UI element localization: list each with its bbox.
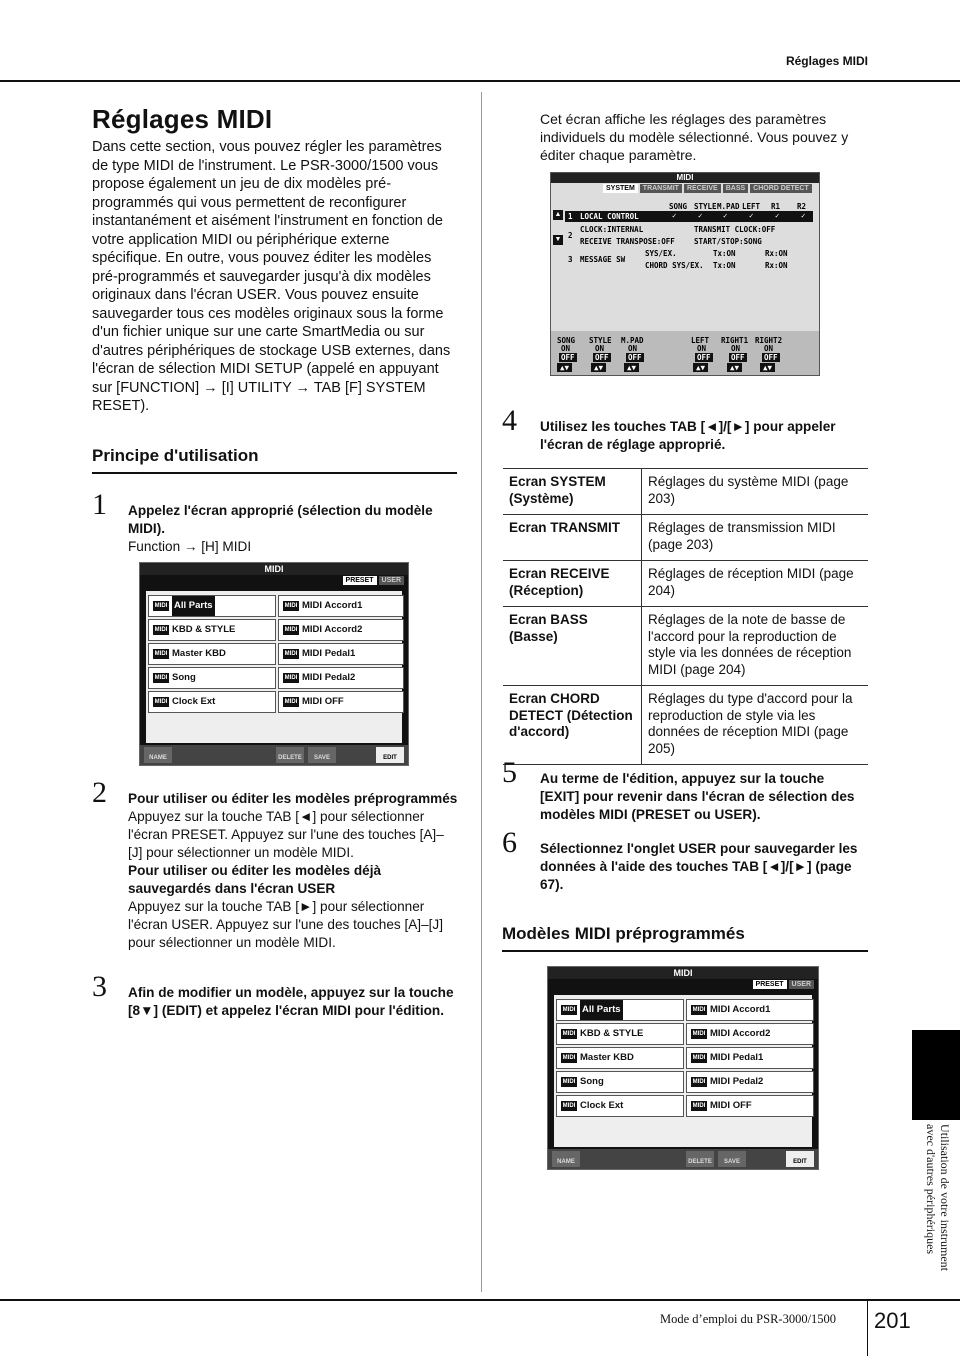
table-row (503, 561, 868, 607)
up-down-arrows-icon[interactable]: ▲▼ (557, 363, 572, 372)
midi-select-screen (139, 562, 409, 766)
midi-icon: MIDI (284, 699, 298, 705)
message-sw-label: MESSAGE SW (580, 255, 626, 264)
preset-item[interactable]: MIDI Song (148, 667, 276, 689)
footer-manual-title: Mode d’emploi du PSR-3000/1500 (660, 1312, 837, 1326)
delete-button[interactable]: DELETE (276, 747, 304, 763)
tab-chord-detect[interactable]: CHORD DETECT (750, 184, 812, 193)
footer-rule (0, 1299, 960, 1301)
up-down-arrows-icon[interactable]: ▲▼ (727, 363, 742, 372)
preset-item[interactable]: MIDI Clock Ext (556, 1095, 684, 1117)
step1-path: Function → [H] MIDI (128, 539, 252, 554)
screen-title: MIDI (551, 173, 819, 183)
chapter-tab (912, 1030, 960, 1120)
preset-item[interactable]: MIDI MIDI OFF (278, 691, 404, 713)
tab-bass[interactable]: BASS (723, 184, 748, 193)
section-heading-modeles: Modèles MIDI préprogrammés (502, 924, 745, 943)
page-number: 201 (874, 1308, 911, 1333)
preset-item[interactable]: MIDI MIDI Accord2 (686, 1023, 814, 1045)
part-label: LEFT (691, 336, 710, 345)
local-control-label: LOCAL CONTROL (580, 212, 639, 221)
preset-item[interactable]: MIDI MIDI Pedal1 (278, 643, 404, 665)
setup-intro: Cet écran affiche les réglages des paramètres individuels du modèle sélectionné. Vous pouvez y éditer chaque paramètre. (540, 111, 849, 163)
tab-system[interactable]: SYSTEM (603, 184, 638, 193)
row-number: 2 (568, 231, 573, 240)
clock-setting[interactable]: CLOCK:INTERNAL (580, 225, 644, 234)
col-r2: R2 (797, 202, 807, 211)
name-button[interactable]: NAME (552, 1151, 580, 1167)
part-label: RIGHT2 (755, 336, 783, 345)
midi-setup-screen (550, 172, 820, 376)
part-value[interactable]: OFF (595, 353, 609, 362)
step-number: 2 (92, 776, 107, 809)
intro-paragraph: Dans cette section, vous pouvez régler les paramètres de type MIDI de l'instrument. Le PSR-3000/1500 vous propose également un jeu de dix modèles pré-programmés qui vous permettent de reconfigurer instantanément et aisément l'instrument en fonction de votre application MIDI ou périphérique externe spécifique. En outre, vous pouvez éditer les modèles pré-programmés et sauvegarder jusqu'à dix modèles originaux dans l'écran USER. Vous pouvez ensuite sauvegarder tous ces modèles originaux sous la forme d'un fichier unique sur une carte SmartMedia ou sur d'autres périphériques de stockage USB externes, dans l'écran de sélection MIDI SETUP (appelé en appuyant sur [FUNCTION] → [I] UTILITY → TAB [F] SYSTEM RESET). (92, 139, 451, 414)
part-label: STYLE (589, 336, 612, 345)
step-number: 3 (92, 970, 107, 1003)
setup-tabs (603, 184, 812, 193)
preset-item[interactable]: MIDI Master KBD (148, 643, 276, 665)
tab-preset[interactable]: PRESET (343, 576, 377, 585)
preset-item[interactable]: MIDI KBD & STYLE (556, 1023, 684, 1045)
sysex-rx[interactable]: Rx:ON (765, 249, 788, 258)
col-mpad: M.PAD (717, 202, 740, 211)
section-rule (502, 950, 868, 952)
midi-icon: MIDI (692, 1007, 706, 1013)
check-icon[interactable]: ✓ (698, 211, 703, 220)
midi-icon: MIDI (562, 1007, 576, 1013)
sysex-tx[interactable]: Tx:ON (713, 249, 736, 258)
step6-title: Sélectionnez l'onglet USER pour sauvegarder les données à l'aide des touches TAB [◄]/[►] (page 67). (540, 841, 858, 892)
start-stop-setting[interactable]: START/STOP:SONG (694, 237, 762, 246)
midi-icon: MIDI (284, 603, 298, 609)
preset-item[interactable]: MIDI Master KBD (556, 1047, 684, 1069)
table-cell-desc: Réglages de transmission MIDI (page 203) (642, 515, 869, 561)
up-arrow-icon[interactable]: ▲ (554, 211, 562, 218)
midi-icon: MIDI (562, 1055, 576, 1061)
step5-title: Au terme de l'édition, appuyez sur la touche [EXIT] pour revenir dans l'écran de sélection des modèles MIDI (PRESET ou USER). (540, 771, 855, 822)
table-cell-screen: Ecran RECEIVE (Réception) (503, 561, 642, 607)
row-number: 3 (568, 255, 573, 264)
table-cell-desc: Réglages du type d'accord pour la reproduction de style via les données de réception MIDI (page 205) (642, 686, 869, 765)
table-row (503, 607, 868, 686)
table-row (503, 469, 868, 515)
midi-icon: MIDI (284, 651, 298, 657)
table-cell-desc: Réglages du système MIDI (page 203) (642, 469, 869, 515)
step-number: 5 (502, 756, 517, 789)
preset-item[interactable]: MIDI Song (556, 1071, 684, 1093)
part-on-label: ON (595, 344, 605, 353)
step2-text2: Appuyez sur la touche TAB [►] pour sélectionner l'écran USER. Appuyez sur l'une des touches [A]–[J] pour sélectionner un modèle MIDI. (128, 899, 443, 950)
step-number: 1 (92, 488, 107, 521)
chord-sysex-tx[interactable]: Tx:ON (713, 261, 736, 270)
tab-preset[interactable]: PRESET (753, 980, 787, 989)
up-down-arrows-icon[interactable]: ▲▼ (760, 363, 775, 372)
part-on-label: ON (561, 344, 571, 353)
delete-button[interactable]: DELETE (686, 1151, 714, 1167)
midi-icon: MIDI (154, 675, 168, 681)
step4-title: Utilisez les touches TAB [◄]/[►] pour appeler l'écran de réglage approprié. (540, 419, 836, 452)
step3-title: Afin de modifier un modèle, appuyez sur la touche [8▼] (EDIT) et appelez l'écran MIDI pour l'édition. (128, 985, 454, 1018)
edit-button[interactable]: EDIT (786, 1151, 814, 1167)
chord-sysex-label: CHORD SYS/EX. (645, 261, 704, 270)
check-icon[interactable]: ✓ (801, 211, 806, 220)
table-cell-screen: Ecran CHORD DETECT (Détection d'accord) (503, 686, 642, 765)
part-on-label: ON (697, 344, 707, 353)
chapter-label-line2: avec d'autres périphériques (924, 1124, 938, 1255)
midi-icon: MIDI (154, 603, 168, 609)
part-value[interactable]: OFF (731, 353, 745, 362)
screen-title: MIDI (548, 967, 818, 979)
part-on-label: ON (764, 344, 774, 353)
save-button[interactable]: SAVE (718, 1151, 746, 1167)
down-arrow-icon[interactable]: ▼ (554, 236, 562, 243)
chord-sysex-rx[interactable]: Rx:ON (765, 261, 788, 270)
table-cell-screen: Ecran BASS (Basse) (503, 607, 642, 686)
part-value[interactable]: OFF (764, 353, 778, 362)
transmit-clock-setting[interactable]: TRANSMIT CLOCK:OFF (694, 225, 776, 234)
midi-icon: MIDI (692, 1031, 706, 1037)
part-on-label: ON (628, 344, 638, 353)
table-cell-desc: Réglages de réception MIDI (page 204) (642, 561, 869, 607)
preset-item[interactable]: MIDI All Parts (148, 595, 276, 617)
page-title: Réglages MIDI (92, 104, 273, 134)
part-label: SONG (557, 336, 576, 345)
col-style: STYLE (694, 202, 717, 211)
preset-item[interactable]: MIDI MIDI OFF (686, 1095, 814, 1117)
up-down-arrows-icon[interactable]: ▲▼ (693, 363, 708, 372)
col-left: LEFT (742, 202, 761, 211)
up-down-arrows-icon[interactable]: ▲▼ (591, 363, 606, 372)
chapter-label-line1: Utilisation de votre instrument (938, 1124, 952, 1271)
preset-item[interactable]: MIDI Clock Ext (148, 691, 276, 713)
preset-item[interactable]: MIDI MIDI Pedal2 (278, 667, 404, 689)
preset-item[interactable]: MIDI MIDI Accord2 (278, 619, 404, 641)
screens-table (503, 468, 868, 765)
preset-item[interactable]: MIDI All Parts (556, 999, 684, 1021)
chapter-tab-label (924, 1124, 952, 1271)
table-cell-screen: Ecran SYSTEM (Système) (503, 469, 642, 515)
tab-user[interactable]: USER (789, 980, 814, 989)
midi-icon: MIDI (562, 1031, 576, 1037)
sysex-label: SYS/EX. (645, 249, 677, 258)
midi-icon: MIDI (692, 1079, 706, 1085)
part-value[interactable]: OFF (628, 353, 642, 362)
part-value[interactable]: OFF (697, 353, 711, 362)
midi-icon: MIDI (692, 1103, 706, 1109)
table-cell-screen: Ecran TRANSMIT (503, 515, 642, 561)
step1-title: Appelez l'écran approprié (sélection du modèle MIDI). (128, 503, 433, 536)
part-label: RIGHT1 (721, 336, 749, 345)
midi-icon: MIDI (692, 1055, 706, 1061)
check-icon[interactable]: ✓ (749, 211, 754, 220)
midi-preset-screen (547, 966, 819, 1170)
preset-item[interactable]: MIDI MIDI Accord1 (686, 999, 814, 1021)
preset-item[interactable]: MIDI KBD & STYLE (148, 619, 276, 641)
check-icon[interactable]: ✓ (775, 211, 780, 220)
check-icon[interactable]: ✓ (672, 211, 677, 220)
preset-item[interactable]: MIDI MIDI Pedal2 (686, 1071, 814, 1093)
step2-block (128, 790, 458, 952)
midi-icon: MIDI (562, 1079, 576, 1085)
footer-divider (867, 1300, 868, 1356)
tab-receive[interactable]: RECEIVE (684, 184, 721, 193)
row-number: 1 (568, 212, 573, 221)
col-r1: R1 (771, 202, 781, 211)
midi-icon: MIDI (562, 1103, 576, 1109)
table-cell-desc: Réglages de la note de basse de l'accord pour la reproduction de style via les données de réception MIDI (page 204) (642, 607, 869, 686)
part-value[interactable]: OFF (561, 353, 575, 362)
table-row (503, 686, 868, 765)
midi-icon: MIDI (284, 627, 298, 633)
edit-button[interactable]: EDIT (376, 747, 404, 763)
section-heading-principe: Principe d'utilisation (92, 446, 259, 465)
check-icon[interactable]: ✓ (723, 211, 728, 220)
preset-item[interactable]: MIDI MIDI Pedal1 (686, 1047, 814, 1069)
midi-icon: MIDI (154, 627, 168, 633)
part-label: M.PAD (621, 336, 644, 345)
midi-icon: MIDI (154, 651, 168, 657)
header-rule (0, 80, 960, 82)
name-button[interactable]: NAME (144, 747, 172, 763)
step2-title2: Pour utiliser ou éditer les modèles déjà sauvegardés dans l'écran USER (128, 863, 382, 896)
tab-transmit[interactable]: TRANSMIT (640, 184, 682, 193)
up-down-arrows-icon[interactable]: ▲▼ (624, 363, 639, 372)
part-on-label: ON (731, 344, 741, 353)
step-number: 6 (502, 826, 517, 859)
running-header: Réglages MIDI (785, 54, 868, 68)
column-divider (481, 92, 482, 1292)
col-song: SONG (669, 202, 688, 211)
tab-user[interactable]: USER (379, 576, 404, 585)
step-number: 4 (502, 404, 517, 437)
preset-item[interactable]: MIDI MIDI Accord1 (278, 595, 404, 617)
step2-title1: Pour utiliser ou éditer les modèles préprogrammés (128, 791, 458, 806)
section-rule (92, 472, 457, 474)
midi-icon: MIDI (284, 675, 298, 681)
table-row (503, 515, 868, 561)
save-button[interactable]: SAVE (308, 747, 336, 763)
step2-text1: Appuyez sur la touche TAB [◄] pour sélectionner l'écran PRESET. Appuyez sur l'une des touches [A]–[J] pour sélectionner un modèle MIDI. (128, 809, 444, 860)
midi-icon: MIDI (154, 699, 168, 705)
receive-transpose-setting[interactable]: RECEIVE TRANSPOSE:OFF (580, 237, 675, 246)
screen-title: MIDI (140, 563, 408, 575)
